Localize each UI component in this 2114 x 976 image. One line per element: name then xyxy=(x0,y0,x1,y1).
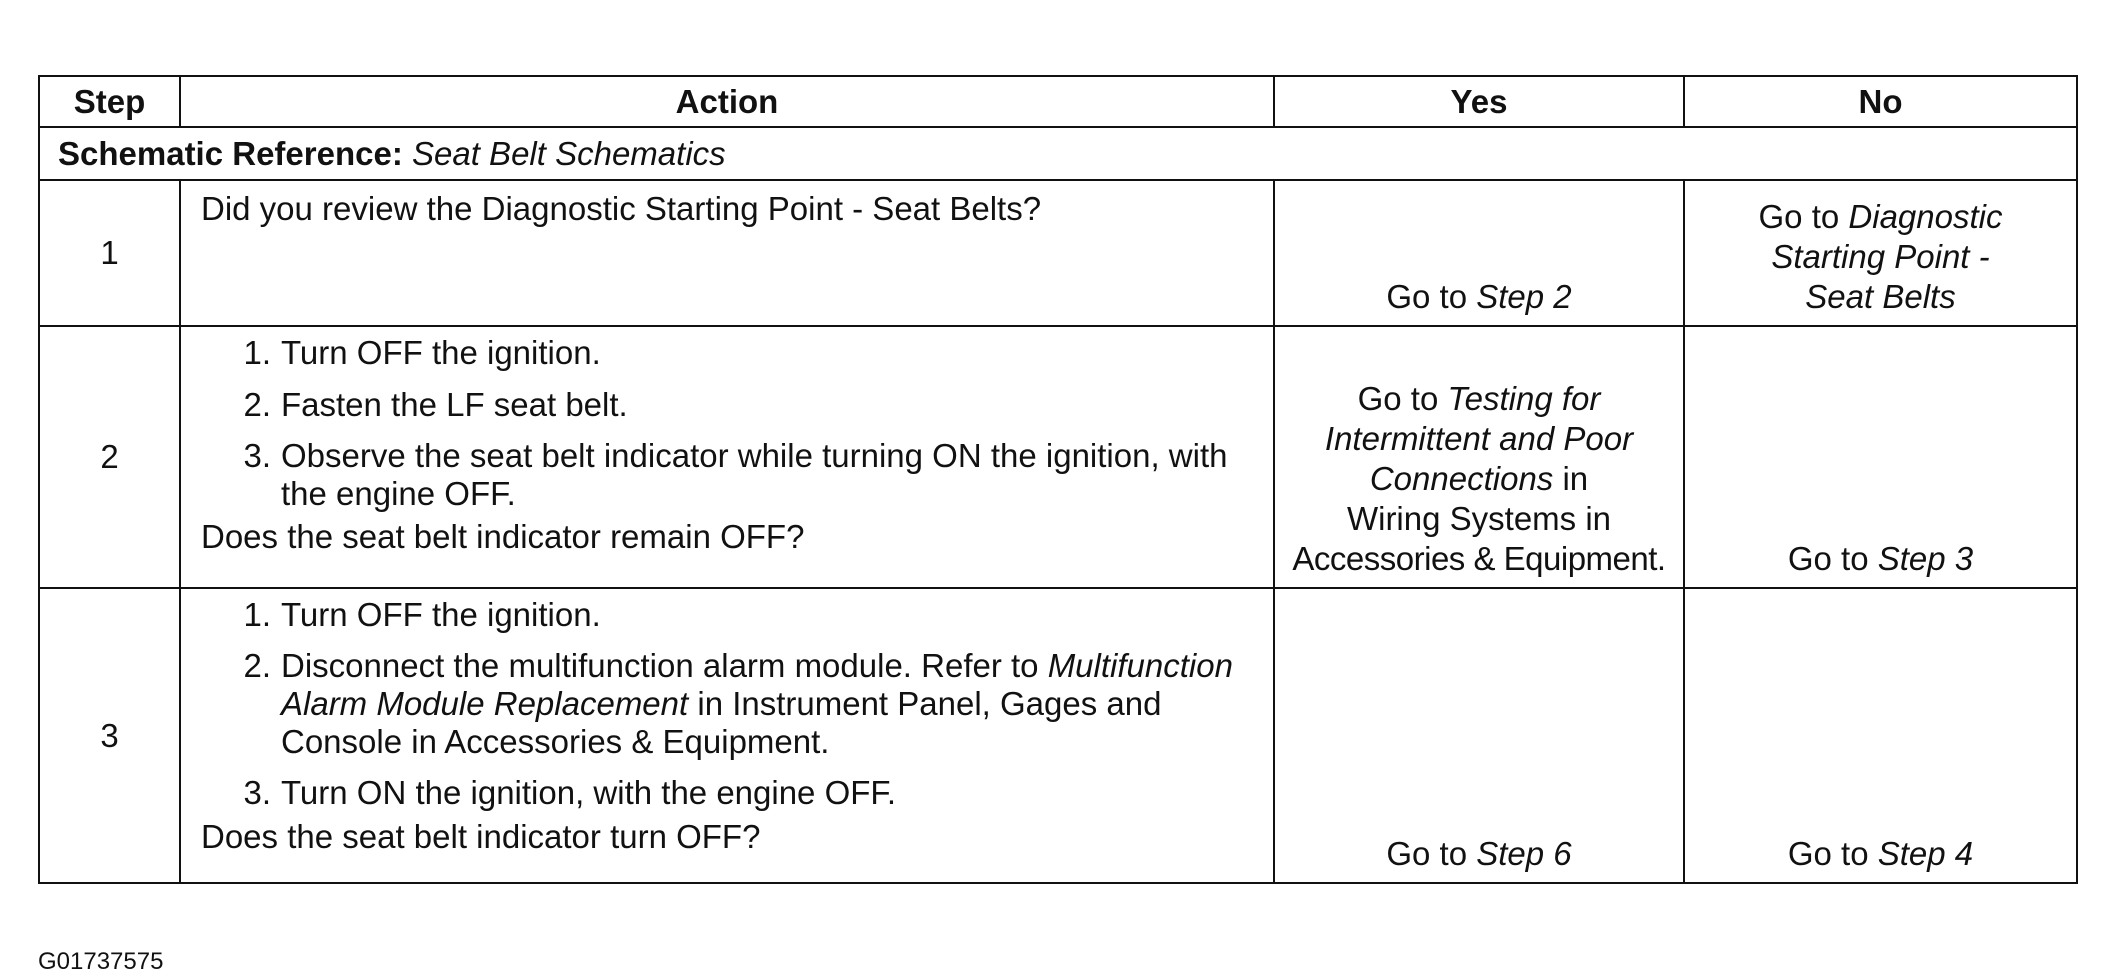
table-row xyxy=(39,326,2077,588)
item-number: 2. xyxy=(243,386,271,423)
header-row xyxy=(39,76,2077,127)
diagnostic-table-container xyxy=(38,75,2076,975)
item-text: Turn ON the ignition, with the engine OFF. xyxy=(281,774,897,811)
yes-line4: Wiring Systems in xyxy=(1346,500,1612,537)
list-item xyxy=(201,437,1265,513)
item-number: 1. xyxy=(243,334,271,371)
item-number: 1. xyxy=(243,596,271,633)
list-item xyxy=(201,385,1265,425)
list-item xyxy=(201,773,1265,813)
no-ref-line2: Starting Point - xyxy=(1771,238,1990,275)
action-cell xyxy=(180,326,1274,588)
yes-ref: Step 2 xyxy=(1476,278,1572,315)
header-no: No xyxy=(1684,76,2077,127)
question: Does the seat belt indicator turn OFF? xyxy=(201,818,761,855)
action-cell xyxy=(180,180,1274,326)
item-number: 3. xyxy=(243,437,271,474)
yes-prefix: Go to xyxy=(1386,278,1477,315)
action-list xyxy=(201,595,1265,813)
list-item xyxy=(201,333,1265,373)
yes-ref: Step 6 xyxy=(1476,835,1572,872)
schematic-reference xyxy=(39,127,2077,180)
yes-cell xyxy=(1274,180,1684,326)
item-text: Fasten the LF seat belt. xyxy=(281,386,628,423)
yes-mid: in xyxy=(1553,460,1589,497)
no-prefix: Go to xyxy=(1787,540,1878,577)
schematic-label: Schematic Reference: xyxy=(58,134,403,172)
item-text: Turn OFF the ignition. xyxy=(281,596,601,633)
question: Does the seat belt indicator remain OFF? xyxy=(201,518,805,555)
step-number: 3 xyxy=(39,588,180,883)
yes-ref-line1: Testing for xyxy=(1447,380,1601,417)
step-number: 2 xyxy=(39,326,180,588)
schematic-link: Seat Belt Schematics xyxy=(412,134,726,172)
item-number: 2. xyxy=(243,647,271,684)
list-item xyxy=(201,595,1265,635)
item-ref: Multifunction Alarm Module Replacement xyxy=(281,647,1233,722)
no-cell xyxy=(1684,326,2077,588)
action-list xyxy=(201,333,1265,513)
no-prefix: Go to xyxy=(1787,835,1878,872)
header-step: Step xyxy=(39,76,180,127)
no-prefix: Go to xyxy=(1758,198,1849,235)
yes-ref-line2: Intermittent and Poor xyxy=(1324,420,1634,457)
step-number: 1 xyxy=(39,180,180,326)
no-ref: Step 3 xyxy=(1877,540,1974,577)
action-cell xyxy=(180,588,1274,883)
yes-cell xyxy=(1274,326,1684,588)
list-item xyxy=(201,647,1265,761)
no-cell xyxy=(1684,180,2077,326)
table-row xyxy=(39,588,2077,883)
yes-prefix: Go to xyxy=(1386,835,1477,872)
header-action: Action xyxy=(180,76,1274,127)
item-text: Observe the seat belt indicator while turning ON the ignition, with the engine OFF. xyxy=(281,437,1228,512)
table-row xyxy=(39,180,2077,326)
no-ref-line1: Diagnostic xyxy=(1848,198,2003,235)
figure-code: G01737575 xyxy=(38,948,164,975)
no-ref: Step 4 xyxy=(1877,835,1974,872)
yes-prefix: Go to xyxy=(1357,380,1448,417)
schematic-row xyxy=(39,127,2077,180)
header-yes: Yes xyxy=(1274,76,1684,127)
question: Did you review the Diagnostic Starting Point - Seat Belts? xyxy=(201,190,1042,227)
yes-ref-line3: Connections xyxy=(1369,460,1554,497)
item-number: 3. xyxy=(243,774,271,811)
yes-line5: Accessories & Equipment. xyxy=(1292,540,1666,577)
item-text: Disconnect the multifunction alarm module. Refer to xyxy=(281,647,1048,684)
no-cell xyxy=(1684,588,2077,883)
no-ref-line3: Seat Belts xyxy=(1805,278,1956,315)
yes-cell xyxy=(1274,588,1684,883)
item-text: Turn OFF the ignition. xyxy=(281,334,601,371)
diagnostic-table xyxy=(38,75,2078,884)
item-text-cont: in Instrument Panel, Gages and Console in Accessories & Equipment. xyxy=(281,685,1162,760)
